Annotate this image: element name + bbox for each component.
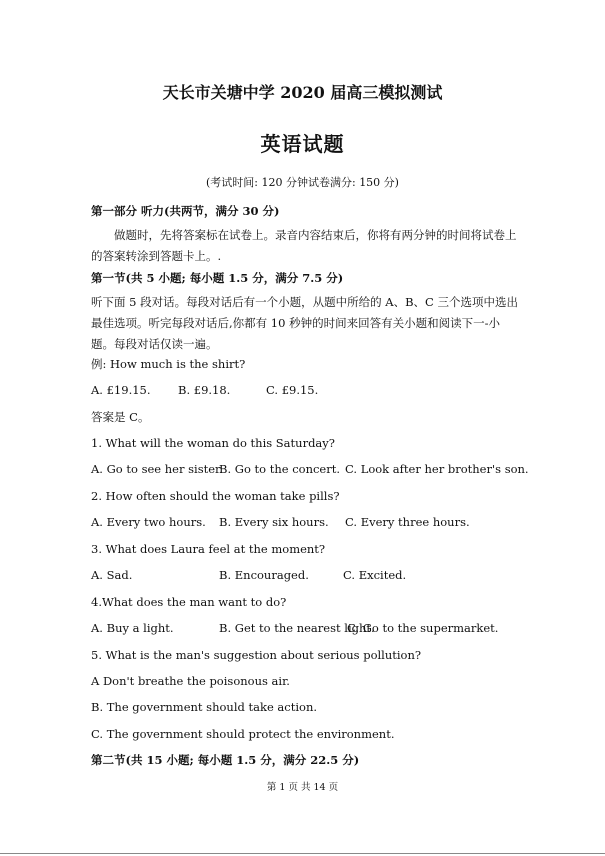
example-answer: 答案是 C。 (91, 410, 150, 424)
exam-title: 天长市关塘中学 2020 届高三模拟测试 (162, 83, 443, 102)
example-option-b: B. £9.18. (178, 383, 231, 397)
question-1: 1. What will the woman do this Saturday? (91, 436, 335, 450)
q2-option-a: A. Every two hours. (91, 515, 206, 529)
q2-option-c: C. Every three hours. (345, 515, 470, 529)
question-5: 5. What is the man's suggestion about serious pollution? (91, 648, 422, 662)
question-3: 3. What does Laura feel at the moment? (91, 542, 326, 556)
page-footer: 第 1 页 共 14 页 (266, 782, 339, 793)
q1-option-c: C. Look after her brother's son. (345, 462, 529, 476)
subject-title: 英语试题 (260, 132, 345, 156)
section1-instructions: 听下面 5 段对话。每段对话后有一个小题，从题中所给的 A、B、C 三个选项中选出最佳选项。听完每段对话后,你都有 10 秒钟的时间来回答有关小题和阅读下一-小题。每段对话仅读一遍。 (91, 295, 518, 351)
q2-option-b: B. Every six hours. (219, 515, 329, 529)
exam-meta: (考试时间: 120 分钟试卷满分: 150 分) (206, 176, 399, 189)
q4-option-b: B. Get to the nearest light. (219, 621, 375, 635)
q3-option-c: C. Excited. (343, 568, 407, 582)
section1-heading: 第一节(共 5 小题; 每小题 1.5 分，满分 7.5 分) (91, 271, 344, 285)
q1-option-a: A. Go to see her sister. (91, 462, 223, 476)
example-question: 例: How much is the shirt? (91, 357, 246, 371)
q3-option-b: B. Encouraged. (219, 568, 309, 582)
part1-instructions: 做题时，先将答案标在试卷上。录音内容结束后，你将有两分钟的时间将试卷上的答案转涂到答题卡上。. (91, 228, 517, 263)
q4-option-c: C. Go to the supermarket. (347, 621, 499, 635)
q3-option-a: A. Sad. (91, 568, 133, 582)
bottom-rule (0, 853, 605, 854)
question-2: 2. How often should the woman take pills? (91, 489, 340, 503)
q4-option-a: A. Buy a light. (91, 621, 174, 635)
q5-option-b: B. The government should take action. (91, 700, 318, 714)
q1-option-b: B. Go to the concert. (219, 462, 341, 476)
example-option-a: A. £19.15. (91, 383, 151, 397)
section2-heading: 第二节(共 15 小题; 每小题 1.5 分，满分 22.5 分) (91, 753, 360, 767)
example-option-c: C. £9.15. (266, 383, 319, 397)
q5-option-c: C. The government should protect the environment. (91, 727, 395, 741)
question-4: 4.What does the man want to do? (91, 595, 287, 609)
part1-heading: 第一部分 听力(共两节，满分 30 分) (91, 204, 280, 218)
q5-option-a: A Don't breathe the poisonous air. (91, 674, 290, 688)
